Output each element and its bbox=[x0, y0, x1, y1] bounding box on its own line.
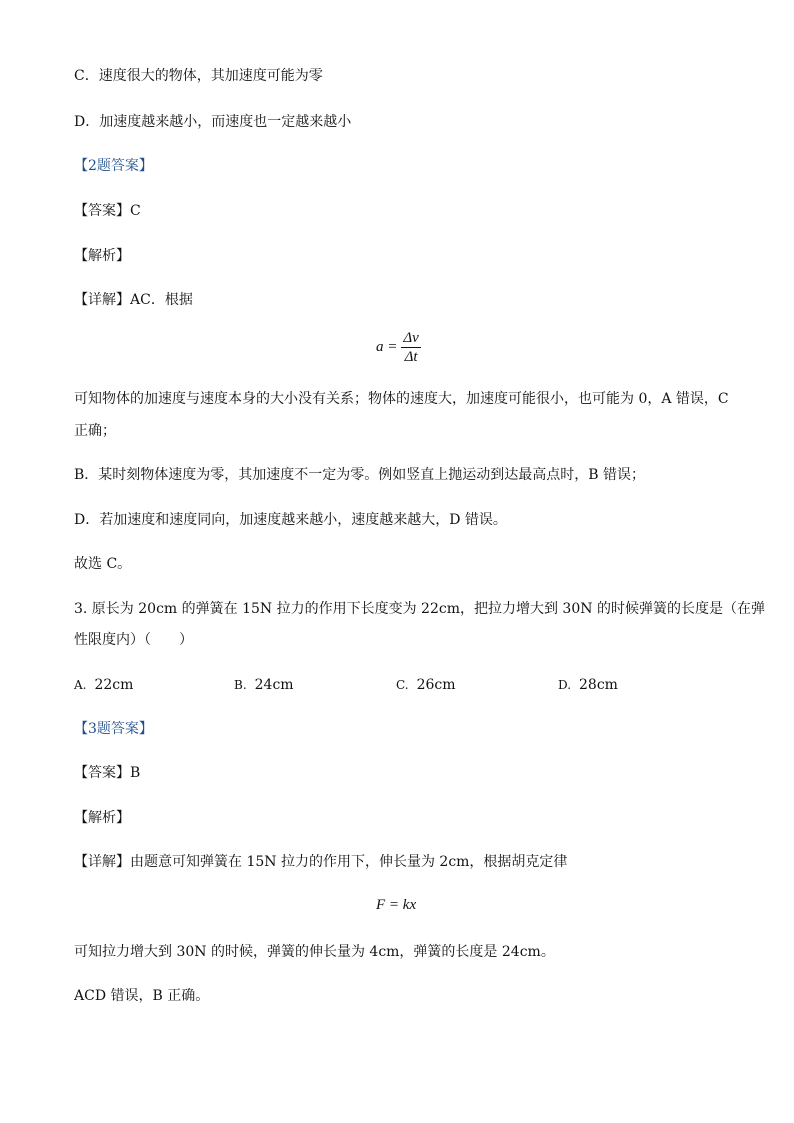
q3-answer-heading: 【3题答案】 bbox=[74, 721, 153, 737]
q3-stem-line1: 3. 原长为 20cm 的弹簧在 15N 拉力的作用下长度变为 22cm，把拉力增大到 30N 的时候弹簧的长度是（在弹 bbox=[74, 601, 765, 617]
formula-fraction bbox=[401, 330, 420, 365]
formula-numerator: Δv bbox=[403, 330, 419, 346]
q3-answer: 【答案】B bbox=[74, 765, 141, 781]
q2-answer: 【答案】C bbox=[74, 203, 141, 219]
q2-explanation-d: D．若加速度和速度同向，加速度越来越小，速度越来越大，D 错误。 bbox=[74, 512, 507, 528]
q2-analysis-label: 【解析】 bbox=[74, 248, 130, 264]
acceleration-formula bbox=[376, 330, 421, 365]
q2-detail: 【详解】AC．根据 bbox=[74, 292, 193, 308]
q2-explanation-line1: 可知物体的加速度与速度本身的大小没有关系；物体的速度大，加速度可能很小，也可能为 0，A 错误，C bbox=[74, 391, 729, 407]
q3-detail: 【详解】由题意可知弹簧在 15N 拉力的作用下，伸长量为 2cm，根据胡克定律 bbox=[74, 854, 568, 870]
option-d-line: D．加速度越来越小，而速度也一定越来越小 bbox=[74, 114, 352, 130]
q3-option-a: A. 22cm bbox=[74, 677, 134, 693]
q2-answer-heading: 【2题答案】 bbox=[74, 158, 153, 174]
q3-conclusion: ACD 错误，B 正确。 bbox=[74, 988, 210, 1004]
option-c-line: C．速度很大的物体，其加速度可能为零 bbox=[74, 68, 323, 84]
q3-stem-line2: 性限度内）（ ） bbox=[74, 632, 193, 648]
q3-option-c: C. 26cm bbox=[396, 677, 456, 693]
q3-option-b: B. 24cm bbox=[234, 677, 294, 693]
q3-explanation: 可知拉力增大到 30N 的时候，弹簧的伸长量为 4cm，弹簧的长度是 24cm。 bbox=[74, 944, 555, 960]
q3-options bbox=[74, 675, 734, 695]
q2-explanation-line2: 正确； bbox=[74, 423, 116, 439]
q2-conclusion: 故选 C。 bbox=[74, 556, 132, 572]
hooke-law-formula: F = kx bbox=[376, 897, 417, 913]
formula-denominator: Δt bbox=[404, 349, 418, 365]
q3-option-d: D. 28cm bbox=[558, 677, 618, 693]
formula-lhs: a = bbox=[376, 338, 398, 355]
q3-analysis-label: 【解析】 bbox=[74, 810, 130, 826]
q2-explanation-b: B．某时刻物体速度为零，其加速度不一定为零。例如竖直上抛运动到达最高点时，B 错误； bbox=[74, 467, 646, 483]
